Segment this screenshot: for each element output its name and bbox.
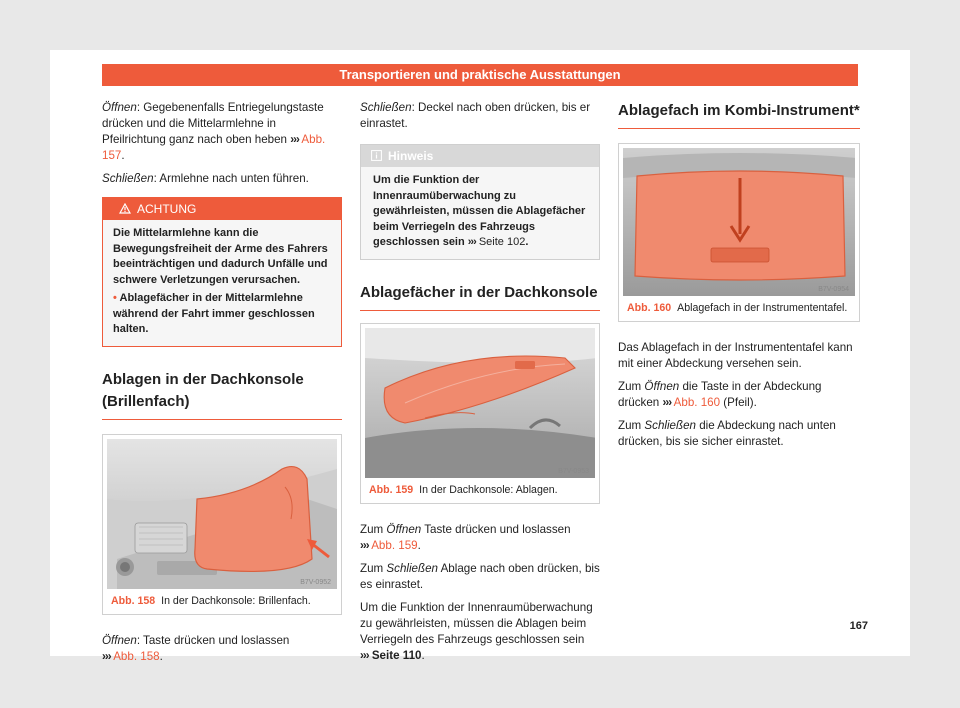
warning-text: Die Mittelarmlehne kann die Bewegungsfreiheit der Arme des Fahrers beeinträchtigen und dadurch Unfälle und schwere Verletzungen verursachen.: [113, 227, 328, 286]
bullet-icon: •: [113, 292, 117, 304]
term-close: Schließen: [644, 419, 696, 432]
text: : Taste drücken und loslassen: [136, 633, 290, 647]
figure-caption: [103, 589, 341, 614]
text: (Pfeil).: [720, 396, 757, 409]
term-close: Schließen: [386, 561, 438, 575]
text: Zum: [618, 419, 645, 432]
paragraph-open-armrest: Öffnen: Gegebenenfalls Entriegelungstaste drücken und die Mittelarmlehne in Pfeilrichtung ganz nach oben heben ››› Abb. 157.: [102, 101, 326, 162]
figure-image-glasses-compartment: [107, 439, 337, 589]
text: Taste drücken und loslassen: [421, 522, 571, 536]
term-close: Schließen: [360, 101, 412, 114]
figure-image-roof-console: [365, 328, 595, 478]
term-open: Öffnen: [102, 633, 137, 647]
note-body: Um die Funktion der Innenraumüberwachung zu gewährleisten, müssen die Ablagefächer beim Verriegeln des Fahrzeugs geschlossen sein ››› Seite 102.: [361, 167, 599, 259]
warning-bullet-text: Ablagefächer in der Mittelarmlehne während der Fahrt immer geschlossen halten.: [113, 292, 315, 335]
caption-text: Ablagefach in der Instrumententafel.: [677, 302, 848, 314]
arrows-icon: ›››: [360, 648, 369, 662]
figure-159: [360, 323, 600, 504]
figure-158: [102, 434, 342, 615]
caption-text: In der Dachkonsole: Ablagen.: [419, 483, 558, 496]
warning-title: ACHTUNG: [137, 202, 197, 216]
paragraph-instrument-close: [618, 418, 860, 450]
figure-link-158[interactable]: Abb. 158: [113, 649, 160, 663]
arrows-icon: ›››: [360, 538, 369, 552]
paragraph-open-storage: Zum Öffnen Taste drücken und loslassen ››› Abb. 159.: [360, 522, 571, 552]
paragraph-close-storage: [360, 561, 600, 593]
text: die Abdeckung nach unten drücken, bis sie sicher einrastet.: [618, 419, 836, 448]
figure-label: Abb. 158: [111, 594, 156, 607]
page-number: 167: [849, 620, 868, 632]
text: Ablage nach oben drücken, bis es einrastet.: [360, 561, 600, 591]
manual-page: [50, 50, 910, 663]
note-header: [361, 145, 599, 167]
figure-160: [618, 143, 860, 322]
paragraph-close-armrest: [102, 171, 342, 187]
arrows-icon: ›››: [102, 649, 111, 663]
term-open: Öffnen: [386, 522, 422, 536]
note-box: [360, 144, 600, 260]
figure-link-160[interactable]: Abb. 160: [673, 396, 721, 409]
warning-triangle-icon: [119, 199, 131, 221]
text: Zum: [360, 561, 387, 575]
warning-body: [103, 220, 341, 346]
term-close: Schließen: [102, 172, 154, 185]
warning-header: [103, 198, 341, 220]
paragraph-open-glasses: Öffnen: Taste drücken und loslassen ››› Abb. 158.: [102, 633, 290, 663]
figure-caption: [361, 478, 599, 503]
note-title: Hinweis: [388, 149, 434, 163]
page-link-102[interactable]: Seite 102: [478, 236, 526, 248]
paragraph-close-lid: [360, 100, 600, 132]
column-2: [360, 100, 600, 671]
text: Zum: [618, 380, 645, 393]
page-header: Transportieren und praktische Ausstattungen: [102, 64, 858, 86]
text: : Armlehne nach unten führen.: [153, 172, 309, 185]
column-3: [618, 100, 860, 457]
text: : Gegebenenfalls Entriegelungstaste drücken und die Mittelarmlehne in Pfeilrichtung ganz nach oben heben: [102, 101, 324, 146]
warning-box: [102, 197, 342, 347]
figure-label: Abb. 159: [369, 483, 414, 496]
section-title-glasses: Ablagen in der Dachkonsole (Brillenfach): [102, 369, 342, 420]
figure-code: B7V-0952: [300, 578, 331, 586]
figure-link-159[interactable]: Abb. 159: [371, 538, 418, 552]
section-title-instrument: Ablagefach im Kombi-Instrument*: [618, 100, 860, 129]
term-open: Öffnen: [102, 101, 137, 114]
figure-label: Abb. 160: [627, 302, 672, 314]
text: die Taste in der Abdeckung drücken: [618, 380, 822, 409]
figure-code: B7V-0953: [558, 467, 589, 475]
text: : Deckel nach oben drücken, bis er einrastet.: [360, 101, 591, 130]
figure-link-157[interactable]: Abb. 157: [102, 133, 326, 162]
figure-caption: [619, 296, 859, 321]
page-link-110[interactable]: Seite 110: [371, 648, 422, 662]
note-text: Um die Funktion der Innenraumüberwachung zu gewährleisten, müssen die Ablagefächer beim Verriegeln des Fahrzeugs geschlossen sein: [373, 174, 586, 248]
figure-code: B7V-0954: [818, 286, 849, 293]
paragraph-instrument-open: [618, 379, 860, 411]
section-title-roof-console: Ablagefächer in der Dachkonsole: [360, 282, 600, 311]
warning-bullet: [113, 291, 333, 338]
arrows-icon: ›››: [467, 236, 476, 248]
arrows-icon: ›››: [662, 396, 672, 409]
column-1: [102, 100, 342, 672]
info-icon: [371, 146, 382, 168]
paragraph-instrument-intro: Das Ablagefach in der Instrumententafel kann mit einer Abdeckung versehen sein.: [618, 341, 853, 370]
figure-image-instrument-compartment: [623, 148, 855, 296]
paragraph-monitoring: Um die Funktion der Innenraumüberwachung zu gewährleisten, müssen die Ablagen beim Verriegeln des Fahrzeugs geschlossen sein ››› Seite 110.: [360, 600, 593, 662]
caption-text: In der Dachkonsole: Brillenfach.: [161, 594, 311, 607]
term-open: Öffnen: [644, 380, 680, 393]
arrows-icon: ›››: [290, 133, 299, 146]
text: Um die Funktion der Innenraumüberwachung zu gewährleisten, müssen die Ablagen beim Verriegeln des Fahrzeugs geschlossen sein: [360, 600, 593, 646]
text: Zum: [360, 522, 387, 536]
